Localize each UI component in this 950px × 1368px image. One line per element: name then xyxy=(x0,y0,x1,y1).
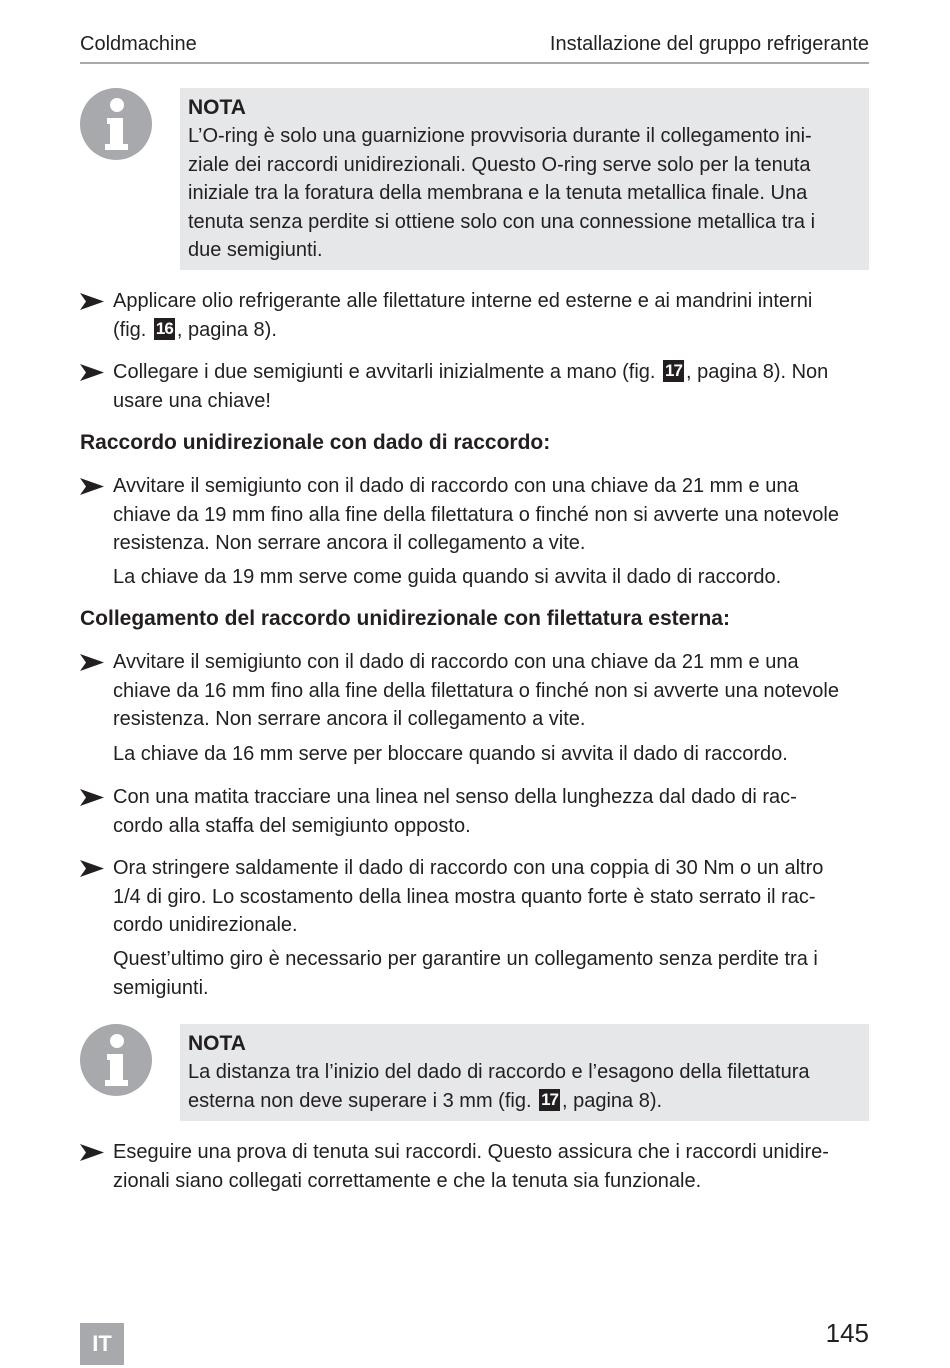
step-note: La chiave da 16 mm serve per bloccare quando si avvita il dado di raccordo. xyxy=(113,743,788,765)
step-item xyxy=(80,854,869,940)
step-text: Ora stringere saldamente il dado di raccordo con una coppia di 30 Nm o un altro xyxy=(113,857,824,879)
step-item xyxy=(80,783,869,840)
step-item xyxy=(80,358,869,415)
note-content xyxy=(180,1024,869,1121)
step-note-line: semigiunti. xyxy=(113,976,209,999)
note-title: NOTA xyxy=(188,1032,246,1055)
note-line: tenuta senza perdite si ottiene solo con una connessione metallica tra i xyxy=(188,210,816,233)
step-text: chiave da 19 mm fino alla fine della filettatura o finché non si avverte una notevole xyxy=(113,503,839,526)
figure-reference: 17 xyxy=(541,1089,558,1109)
arrow-bullet-icon xyxy=(80,1138,106,1166)
step-text: cordo alla staffa del semigiunto opposto. xyxy=(113,814,471,837)
step-note: La chiave da 19 mm serve come guida quando si avvita il dado di raccordo. xyxy=(113,566,782,588)
note-line: esterna non deve superare i 3 mm (fig. 17 , pagina 8). xyxy=(188,1089,663,1112)
info-icon xyxy=(80,1024,152,1096)
figure-reference: 16 xyxy=(155,318,173,338)
header-section: Installazione del gruppo refrigerante xyxy=(549,33,869,55)
step-item xyxy=(80,472,869,558)
arrow-bullet-icon xyxy=(80,648,106,676)
page-number: 145 xyxy=(825,1318,869,1348)
arrow-bullet-icon xyxy=(80,783,106,811)
arrow-bullet-icon xyxy=(80,358,106,386)
note-title: NOTA xyxy=(188,96,246,119)
note-line: due semigiunti. xyxy=(188,239,323,261)
arrow-bullet-icon xyxy=(80,287,106,315)
step-item xyxy=(80,648,869,734)
info-icon xyxy=(80,88,152,160)
step-text: resistenza. Non serrare ancora il collegamento a vite. xyxy=(113,708,586,730)
step-item xyxy=(80,1138,869,1195)
step-text: Avvitare il semigiunto con il dado di raccordo con una chiave da 21 mm e una xyxy=(113,651,799,673)
step-text: Applicare olio refrigerante alle filettature interne ed esterne e ai mandrini interni xyxy=(113,290,813,312)
step-text: Eseguire una prova di tenuta sui raccordi. Questo assicura che i raccordi unidire- xyxy=(113,1141,829,1163)
step-text: (fig. 16 , pagina 8). xyxy=(113,318,277,341)
step-text: 1/4 di giro. Lo scostamento della linea mostra quanto forte è stato serrato il rac- xyxy=(113,885,816,908)
step-note xyxy=(113,945,869,1002)
step-text: Con una matita tracciare una linea nel senso della lunghezza dal dado di rac- xyxy=(113,786,797,808)
note-line: iniziale tra la foratura della membrana e la tenuta metallica finale. Una xyxy=(188,182,808,204)
step-text: zionali siano collegati correttamente e che la tenuta sia funzionale. xyxy=(113,1169,702,1192)
note-line: La distanza tra l’inizio del dado di raccordo e l’esagono della filettatura xyxy=(188,1061,810,1083)
step-item xyxy=(80,287,869,344)
step-text: chiave da 16 mm fino alla fine della filettatura o finché non si avverte una notevole xyxy=(113,679,839,702)
note-line: L’O-ring è solo una guarnizione provvisoria durante il collegamento ini- xyxy=(188,125,812,147)
section-heading: Raccordo unidirezionale con dado di raccordo: xyxy=(80,431,551,454)
header-product: Coldmachine xyxy=(80,33,197,55)
step-text: Avvitare il semigiunto con il dado di raccordo con una chiave da 21 mm e una xyxy=(113,475,799,497)
page-header xyxy=(80,30,869,64)
step-text: resistenza. Non serrare ancora il collegamento a vite. xyxy=(113,532,586,554)
note-content xyxy=(180,88,869,270)
section-heading: Collegamento del raccordo unidirezionale con filettatura esterna: xyxy=(80,607,730,630)
arrow-bullet-icon xyxy=(80,472,106,500)
language-tab: IT xyxy=(80,1323,124,1365)
step-text: usare una chiave! xyxy=(113,389,271,412)
figure-reference: 17 xyxy=(665,361,682,380)
step-note-line: Quest’ultimo giro è necessario per garantire un collegamento senza perdite tra i xyxy=(113,948,818,970)
arrow-bullet-icon xyxy=(80,854,106,882)
step-text: cordo unidirezionale. xyxy=(113,914,298,936)
step-text: Collegare i due semigiunti e avvitarli inizialmente a mano (fig. 17 , pagina 8). Non xyxy=(113,361,829,383)
note-line: ziale dei raccordi unidirezionali. Questo O-ring serve solo per la tenuta xyxy=(188,153,811,176)
